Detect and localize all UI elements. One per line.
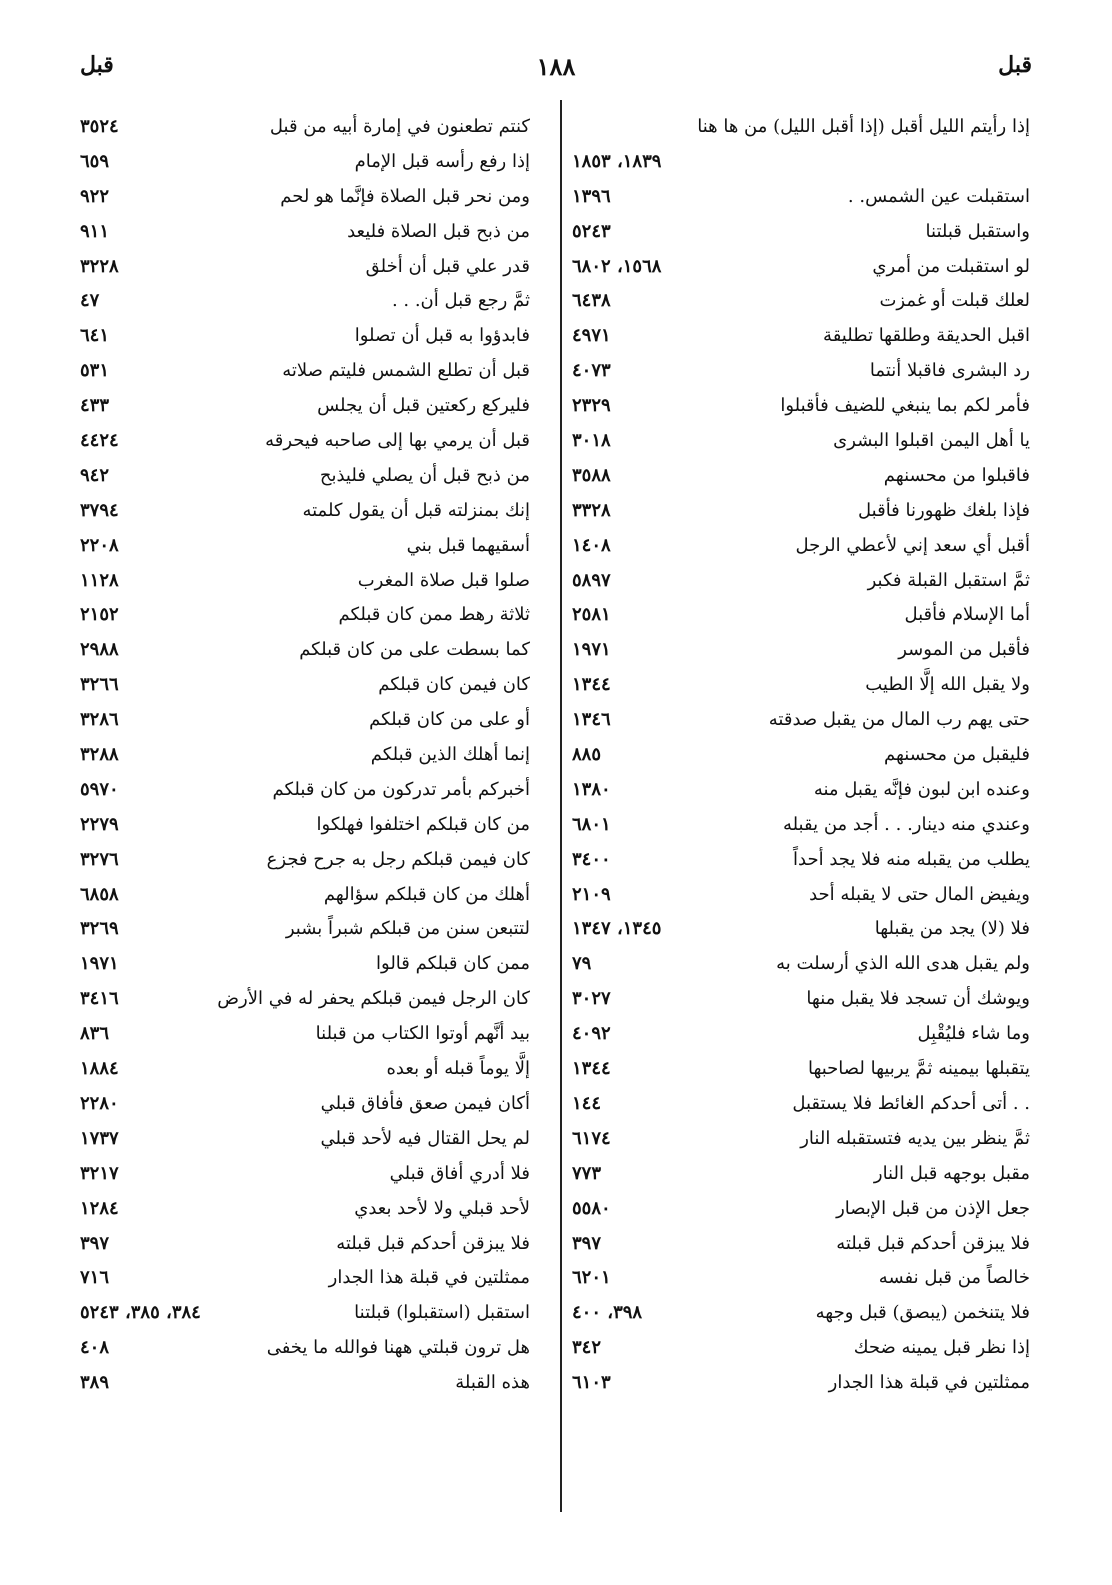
entry-refs: ٦٥٩: [80, 150, 110, 172]
entry-text: استقبل (استقبلوا) قبلتنا: [354, 1302, 530, 1324]
entry-refs: ٣٩٨، ٤٠٠: [572, 1302, 643, 1324]
entry-refs: ١٣٤٥، ١٣٤٧: [572, 918, 662, 940]
entry-text: من كان قبلكم اختلفوا فهلكوا: [316, 813, 530, 835]
entry-refs: ٤٠٨: [80, 1337, 110, 1359]
entry-text: ويفيض المال حتى لا يقبله أحد: [809, 883, 1030, 905]
entry-refs: ١٤٤: [572, 1092, 602, 1114]
entry-text: أخبركم بأمر تدركون من كان قبلكم: [272, 778, 530, 800]
entry-refs: ٤٧: [80, 290, 100, 312]
entry-text: اقبل الحديقة وطلقها تطليقة: [823, 325, 1030, 347]
entry-refs: ١٣٤٦: [572, 709, 611, 731]
entry-text: فلا أدري أفاق قبلي: [389, 1162, 530, 1184]
entry-text: فاقبلوا من محسنهم: [883, 464, 1030, 486]
entry-refs: ٤٤٢٤: [80, 430, 119, 452]
entry-text: لو استقبلت من أمري: [872, 255, 1030, 277]
entry-text: إلَّا يوماً قبله أو بعده: [386, 1058, 530, 1080]
entry-text: لأحد قبلي ولا لأحد بعدي: [354, 1197, 530, 1219]
entry-refs: ٥٨٩٧: [572, 569, 611, 591]
entry-refs: ٣٥٨٨: [572, 464, 611, 486]
entry-refs: ٢٢٧٩: [80, 813, 119, 835]
entry-text: قبل أن يرمي بها إلى صاحبه فيحرقه: [265, 430, 530, 452]
entry-refs: ٨٨٥: [572, 744, 602, 766]
entry-refs: ٣٤٢: [572, 1337, 602, 1359]
index-entry: [572, 773, 1030, 808]
index-entry: [80, 215, 530, 250]
entry-text: فابدؤوا به قبل أن تصلوا: [354, 325, 530, 347]
index-entry: [80, 878, 530, 913]
entry-refs: ٤٠٧٣: [572, 360, 611, 382]
index-entry: [572, 564, 1030, 599]
entry-refs: ٦٨٠١: [572, 813, 611, 835]
entry-text: استقبلت عين الشمس. .: [847, 185, 1030, 207]
left-column: [80, 110, 530, 1401]
entry-text: أكان فيمن صعق فأفاق قبلي: [320, 1092, 530, 1114]
index-entry: [572, 494, 1030, 529]
index-entry: [80, 180, 530, 215]
entry-refs: ٢٢٨٠: [80, 1092, 119, 1114]
entry-refs: ٤٣٣: [80, 395, 110, 417]
index-entry: [572, 1017, 1030, 1052]
page-number: ١٨٨: [536, 52, 576, 81]
index-entry: [572, 1087, 1030, 1122]
index-entry: [80, 773, 530, 808]
entry-refs: ٢٥٨١: [572, 604, 611, 626]
index-entry: [80, 1331, 530, 1366]
entry-refs: ٢٩٨٨: [80, 639, 119, 661]
entry-refs: ٥٥٨٠: [572, 1197, 611, 1219]
entry-refs: ٦٨٥٨: [80, 883, 119, 905]
index-entry: [572, 180, 1030, 215]
index-entry: [80, 947, 530, 982]
entry-refs: ٨٣٦: [80, 1023, 110, 1045]
index-entry: [572, 878, 1030, 913]
index-entry: [572, 459, 1030, 494]
entry-refs: ٣٢٧٦: [80, 848, 119, 870]
entry-text: أو على من كان قبلكم: [369, 709, 530, 731]
entry-refs: ٩٢٢: [80, 185, 110, 207]
index-entry: [572, 145, 1030, 180]
entry-refs: ٣٧٩٤: [80, 499, 119, 521]
index-entry: [80, 1087, 530, 1122]
entry-refs: ٣٨٤، ٣٨٥، ٥٢٤٣: [80, 1302, 201, 1324]
index-entry: [80, 110, 530, 145]
entry-text: كان فيمن قبلكم رجل به جرح فجزع: [266, 848, 530, 870]
index-entry: [80, 808, 530, 843]
index-entry: [572, 354, 1030, 389]
index-entry: [80, 703, 530, 738]
entry-text: فلا يبزقن أحدكم قبل قبلته: [336, 1232, 530, 1254]
index-entry: [80, 1052, 530, 1087]
right-column: [572, 110, 1030, 1401]
page-header: [80, 52, 1032, 92]
entry-text: ولم يقبل هدى الله الذي أرسلت به: [776, 953, 1030, 975]
entry-refs: ٣٠٢٧: [572, 988, 611, 1010]
entry-refs: ٣٩٧: [572, 1232, 602, 1254]
entry-refs: ١٣٨٠: [572, 778, 611, 800]
entry-refs: ١٣٤٤: [572, 1058, 611, 1080]
index-entry: [80, 564, 530, 599]
entry-text: من ذبح قبل أن يصلي فليذبح: [319, 464, 530, 486]
entry-text: ولا يقبل الله إلَّا الطيب: [865, 674, 1030, 696]
entry-refs: ٣٢٢٨: [80, 255, 119, 277]
index-entry: [572, 319, 1030, 354]
index-entry: [572, 1157, 1030, 1192]
index-entry: [80, 1157, 530, 1192]
index-entry: [572, 529, 1030, 564]
index-entry: [80, 529, 530, 564]
entry-refs: ٣٩٧: [80, 1232, 110, 1254]
index-entry: [80, 843, 530, 878]
entry-refs: ٢٣٢٩: [572, 395, 611, 417]
index-entry: [572, 598, 1030, 633]
entry-text: لتتبعن سنن من قبلكم شبراً بشبر: [285, 918, 530, 940]
entry-text: إنك بمنزلته قبل أن يقول كلمته: [302, 499, 530, 521]
entry-text: أسقيهما قبل بني: [406, 534, 530, 556]
index-entry: [572, 424, 1030, 459]
index-entry: [80, 284, 530, 319]
entry-refs: ١٣٤٤: [572, 674, 611, 696]
entry-text: كنتم تطعنون في إمارة أبيه من قبل: [269, 116, 530, 137]
entry-text: لم يحل القتال فيه لأحد قبلي: [320, 1127, 530, 1149]
entry-text: فلا يبزقن أحدكم قبل قبلته: [836, 1232, 1030, 1254]
entry-text: أهلك من كان قبلكم سؤالهم: [323, 883, 530, 905]
index-entry: [80, 668, 530, 703]
entry-refs: ٣٨٩: [80, 1372, 110, 1394]
index-entry: [80, 1366, 530, 1401]
entry-text: لعلك قبلت أو غمزت: [879, 290, 1030, 312]
index-entry: [572, 1331, 1030, 1366]
entry-refs: ٣٢١٧: [80, 1162, 119, 1184]
entry-refs: ٣٠١٨: [572, 430, 611, 452]
entry-text: من ذبح قبل الصلاة فليعد: [347, 220, 530, 242]
index-entry: [572, 250, 1030, 285]
index-entry: [80, 738, 530, 773]
entry-text: فليقبل من محسنهم: [884, 744, 1030, 766]
entry-refs: ١٩٧١: [80, 953, 119, 975]
entry-refs: ١٢٨٤: [80, 1197, 119, 1219]
entry-text: هل ترون قبلتي ههنا فوالله ما يخفى: [266, 1337, 530, 1359]
index-entry: [572, 633, 1030, 668]
index-entry: [80, 1227, 530, 1262]
index-entry: [572, 668, 1030, 703]
entry-refs: ٦١٠٣: [572, 1372, 611, 1394]
entry-refs: ١٧٣٧: [80, 1127, 119, 1149]
entry-refs: ٣٢٨٨: [80, 744, 119, 766]
entry-refs: ٣٤١٦: [80, 988, 119, 1010]
entry-text: إنما أهلك الذين قبلكم: [370, 744, 530, 766]
entry-text: فليركع ركعتين قبل أن يجلس: [317, 395, 530, 417]
entry-refs: ٣٢٦٦: [80, 674, 119, 696]
entry-refs: ٧٧٣: [572, 1162, 602, 1184]
entry-text: فإذا بلغك ظهورنا فأقبل: [858, 499, 1030, 521]
index-entry: [572, 738, 1030, 773]
entry-text: يتقبلها بيمينه ثمَّ يربيها لصاحبها: [807, 1058, 1030, 1080]
index-entry: [80, 1192, 530, 1227]
index-entry: [572, 1192, 1030, 1227]
entry-refs: ٦١٧٤: [572, 1127, 611, 1149]
entry-text: فلا (لا) يجد من يقبلها: [874, 918, 1030, 940]
entry-text: واستقبل قبلتنا: [925, 220, 1030, 242]
entry-text: هذه القبلة: [455, 1372, 530, 1394]
index-entry: [80, 982, 530, 1017]
index-entry: [572, 947, 1030, 982]
entry-text: خالصاً من قبل نفسه: [878, 1267, 1030, 1289]
entry-text: وعنده ابن لبون فإنَّه يقبل منه: [813, 778, 1030, 800]
running-head-left: قبل: [80, 52, 114, 78]
index-entry: [572, 912, 1030, 947]
entry-refs: ٣٢٨٦: [80, 709, 119, 731]
index-entry: [572, 110, 1030, 145]
index-entry: [80, 145, 530, 180]
index-entry: [80, 459, 530, 494]
entry-text: وعندي منه دينار. . . أجد من يقبله: [782, 813, 1030, 835]
entry-refs: ٥٩٧٠: [80, 778, 119, 800]
entry-text: كان فيمن كان قبلكم: [378, 674, 530, 696]
index-entry: [80, 319, 530, 354]
entry-refs: ٦٢٠١: [572, 1267, 611, 1289]
entry-refs: ٢١٥٢: [80, 604, 119, 626]
entry-text: مقبل بوجهه قبل النار: [873, 1162, 1030, 1184]
index-entry: [80, 250, 530, 285]
entry-refs: ٦٤١: [80, 325, 110, 347]
entry-text: إذا رفع رأسه قبل الإمام: [354, 150, 530, 172]
index-entry: [572, 1122, 1030, 1157]
index-entry: [572, 1052, 1030, 1087]
index-entry: [80, 1017, 530, 1052]
entry-refs: ٣٣٢٨: [572, 499, 611, 521]
index-entry: [80, 598, 530, 633]
index-entry: [572, 982, 1030, 1017]
running-head-right: قبل: [998, 52, 1032, 78]
entry-text: فأقبل من الموسر: [898, 639, 1030, 661]
entry-refs: ٩١١: [80, 220, 110, 242]
entry-text: رد البشرى فاقبلا أنتما: [869, 360, 1030, 382]
entry-text: كان الرجل فيمن قبلكم يحفر له في الأرض: [217, 988, 530, 1010]
entry-text: . . أتى أحدكم الغائط فلا يستقبل: [792, 1092, 1030, 1114]
entry-refs: ٤٩٧١: [572, 325, 611, 347]
entry-text: وما شاء فليُقْبِل: [917, 1023, 1030, 1045]
index-entry: [572, 389, 1030, 424]
entry-refs: ٥٣١: [80, 360, 110, 382]
entry-text: ويوشك أن تسجد فلا يقبل منها: [806, 988, 1030, 1010]
index-entry: [572, 1261, 1030, 1296]
entry-text: أما الإسلام فأقبل: [904, 604, 1030, 626]
entry-refs: ١٨٨٤: [80, 1058, 119, 1080]
entry-text: حتى يهم رب المال من يقبل صدقته: [768, 709, 1030, 731]
entry-refs: ٢٢٠٨: [80, 534, 119, 556]
entry-refs: ٣٢٦٩: [80, 918, 119, 940]
entry-refs: ٣٥٢٤: [80, 116, 119, 137]
entry-text: فلا يتنخمن (يبصق) قبل وجهه: [815, 1302, 1030, 1324]
entry-refs: ١١٢٨: [80, 569, 119, 591]
index-entry: [572, 284, 1030, 319]
entry-refs: ١٥٦٨، ٦٨٠٢: [572, 255, 662, 277]
column-divider: [560, 100, 562, 1512]
entry-refs: ٩٤٢: [80, 464, 110, 486]
entry-text: إذا رأيتم الليل أقبل (إذا أقبل الليل) من ها هنا: [697, 116, 1030, 137]
index-entry: [80, 354, 530, 389]
index-entry: [572, 1227, 1030, 1262]
index-entry: [572, 215, 1030, 250]
index-entry: [572, 703, 1030, 738]
entry-text: يطلب من يقبله منه فلا يجد أحداً: [793, 848, 1030, 870]
entry-refs: ٢١٠٩: [572, 883, 611, 905]
entry-text: ثمَّ رجع قبل أن. . .: [391, 290, 530, 312]
index-entry: [80, 389, 530, 424]
entry-text: إذا نظر قبل يمينه ضحك: [853, 1337, 1030, 1359]
entry-refs: ٥٢٤٣: [572, 220, 611, 242]
index-entry: [572, 843, 1030, 878]
entry-refs: ٤٠٩٢: [572, 1023, 611, 1045]
entry-text: بيد أنَّهم أوتوا الكتاب من قبلنا: [315, 1023, 530, 1045]
entry-text: يا أهل اليمن اقبلوا البشرى: [833, 430, 1030, 452]
entry-text: أقبل أي سعد إني لأعطي الرجل: [795, 534, 1030, 556]
entry-text: كما بسطت على من كان قبلكم: [299, 639, 530, 661]
entry-text: قدر علي قبل أن أخلق: [365, 255, 530, 277]
entry-text: قبل أن تطلع الشمس فليتم صلاته: [282, 360, 530, 382]
entry-refs: ١٩٧١: [572, 639, 611, 661]
index-entry: [572, 1366, 1030, 1401]
index-entry: [80, 633, 530, 668]
index-entry: [80, 912, 530, 947]
entry-refs: ٧٩: [572, 953, 592, 975]
index-entry: [572, 808, 1030, 843]
index-entry: [80, 494, 530, 529]
index-entry: [80, 1261, 530, 1296]
index-entry: [80, 1122, 530, 1157]
entry-text: ممن كان قبلكم قالوا: [376, 953, 530, 975]
entry-text: ثلاثة رهط ممن كان قبلكم: [338, 604, 530, 626]
entry-refs: ٦٤٣٨: [572, 290, 611, 312]
entry-refs: ١٨٣٩، ١٨٥٣: [572, 150, 662, 172]
entry-text: فأمر لكم بما ينبغي للضيف فأقبلوا: [780, 395, 1030, 417]
entry-text: جعل الإذن من قبل الإبصار: [836, 1197, 1030, 1219]
entry-refs: ٣٤٠٠: [572, 848, 611, 870]
index-entry: [80, 1296, 530, 1331]
entry-text: صلوا قبل صلاة المغرب: [357, 569, 530, 591]
entry-refs: ٧١٦: [80, 1267, 110, 1289]
index-entry: [572, 1296, 1030, 1331]
entry-refs: ١٣٩٦: [572, 185, 611, 207]
entry-refs: ١٤٠٨: [572, 534, 611, 556]
entry-text: ممثلتين في قبلة هذا الجدار: [828, 1372, 1030, 1394]
entry-text: ثمَّ استقبل القبلة فكبر: [867, 569, 1030, 591]
index-entry: [80, 424, 530, 459]
entry-text: ثمَّ ينظر بين يديه فتستقبله النار: [800, 1127, 1030, 1149]
entry-text: ممثلتين في قبلة هذا الجدار: [328, 1267, 530, 1289]
entry-text: ومن نحر قبل الصلاة فإنَّما هو لحم: [280, 185, 530, 207]
